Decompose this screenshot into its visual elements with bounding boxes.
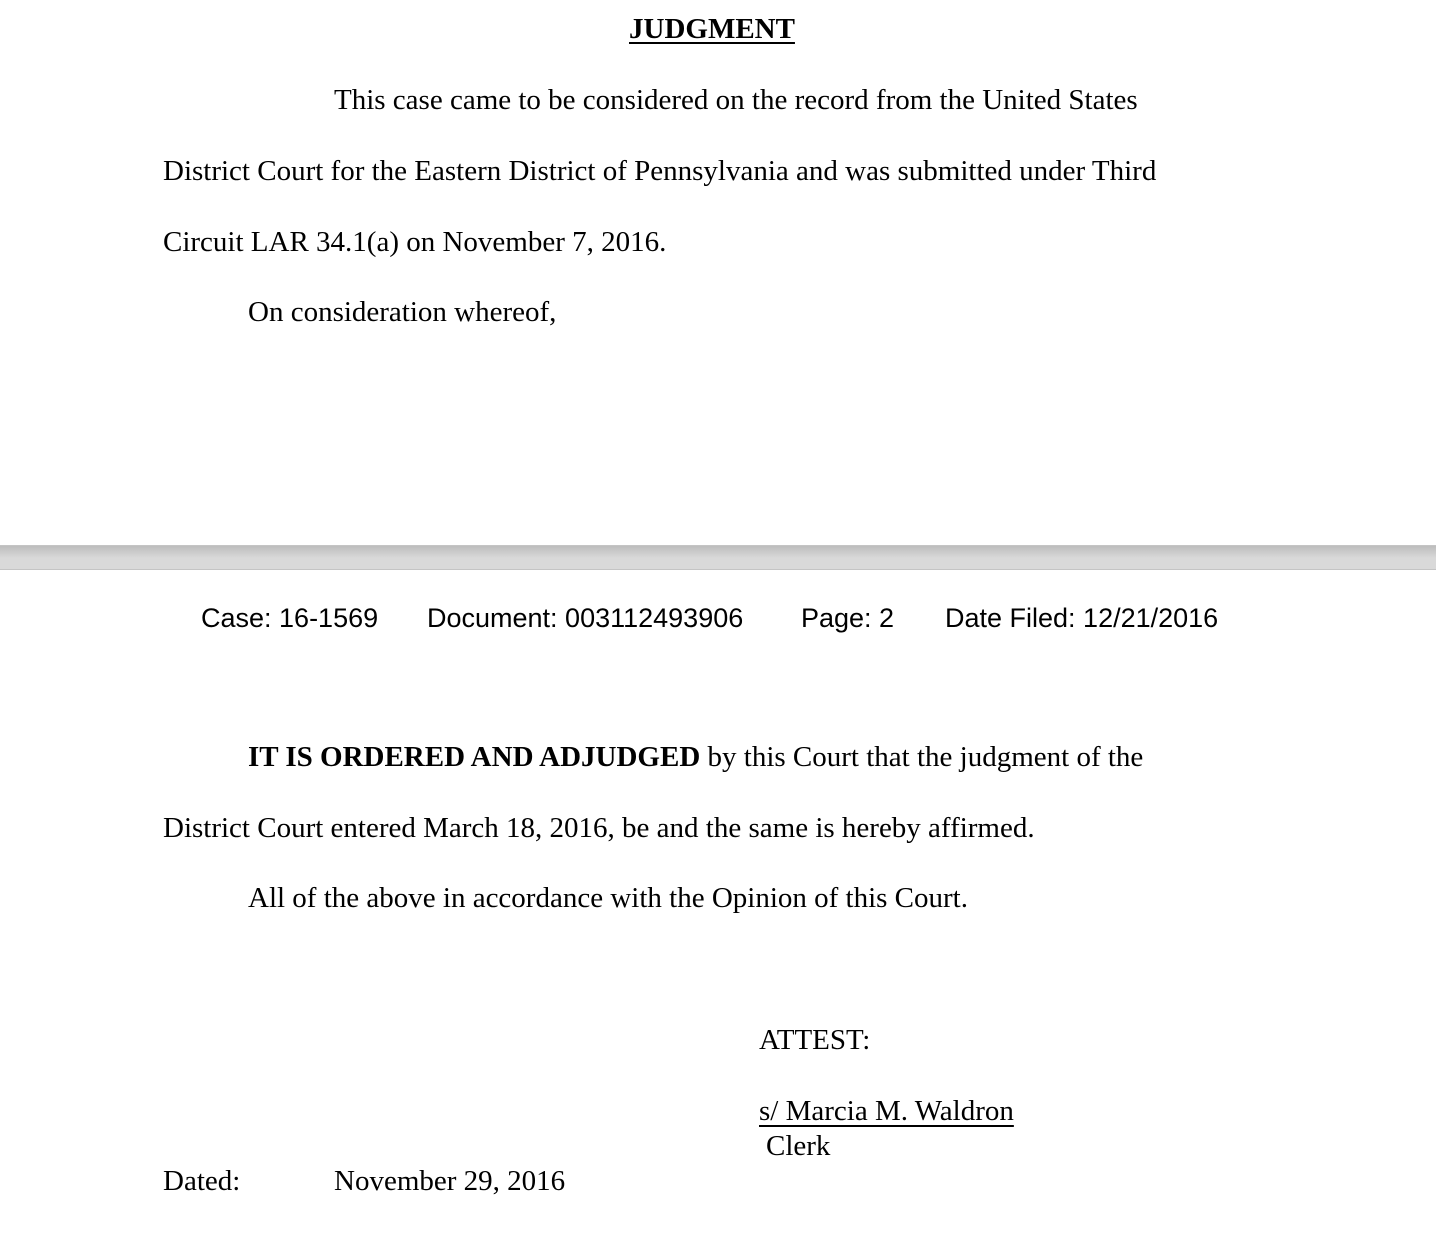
clerk-signature: s/ Marcia M. Waldron: [759, 1095, 1014, 1127]
accordance-paragraph: All of the above in accordance with the Opinion of this Court.: [248, 882, 968, 914]
dated-label: Dated:: [163, 1165, 241, 1197]
order-line1: [248, 740, 1143, 774]
header-page-number: Page: 2: [801, 603, 895, 633]
document-page-1: [0, 0, 1436, 545]
header-date-filed: Date Filed: 12/21/2016: [945, 603, 1219, 633]
document-page-2: [0, 570, 1436, 1234]
paragraph1-line3: Circuit LAR 34.1(a) on November 7, 2016.: [163, 226, 667, 258]
judgment-title: JUDGMENT: [629, 13, 795, 45]
paragraph1-line1: This case came to be considered on the record from the United States: [334, 84, 1138, 116]
page-separator-shadow: [0, 546, 1436, 558]
header-case-number: Case: 16-1569: [201, 603, 379, 633]
consideration-paragraph: On consideration whereof,: [248, 296, 557, 328]
order-line2: District Court entered March 18, 2016, be and the same is hereby affirmed.: [163, 812, 1035, 844]
attest-label: ATTEST:: [759, 1024, 871, 1056]
paragraph1-line2: District Court for the Eastern District of Pennsylvania and was submitted under Third: [163, 155, 1157, 187]
order-bold-phrase: IT IS ORDERED AND ADJUDGED: [248, 741, 701, 773]
dated-value: November 29, 2016: [334, 1165, 566, 1197]
clerk-title: Clerk: [766, 1130, 831, 1162]
header-document-number: Document: 003112493906: [427, 603, 744, 633]
order-line1-rest: by this Court that the judgment of the: [700, 741, 1144, 773]
page-separator: [0, 545, 1436, 570]
